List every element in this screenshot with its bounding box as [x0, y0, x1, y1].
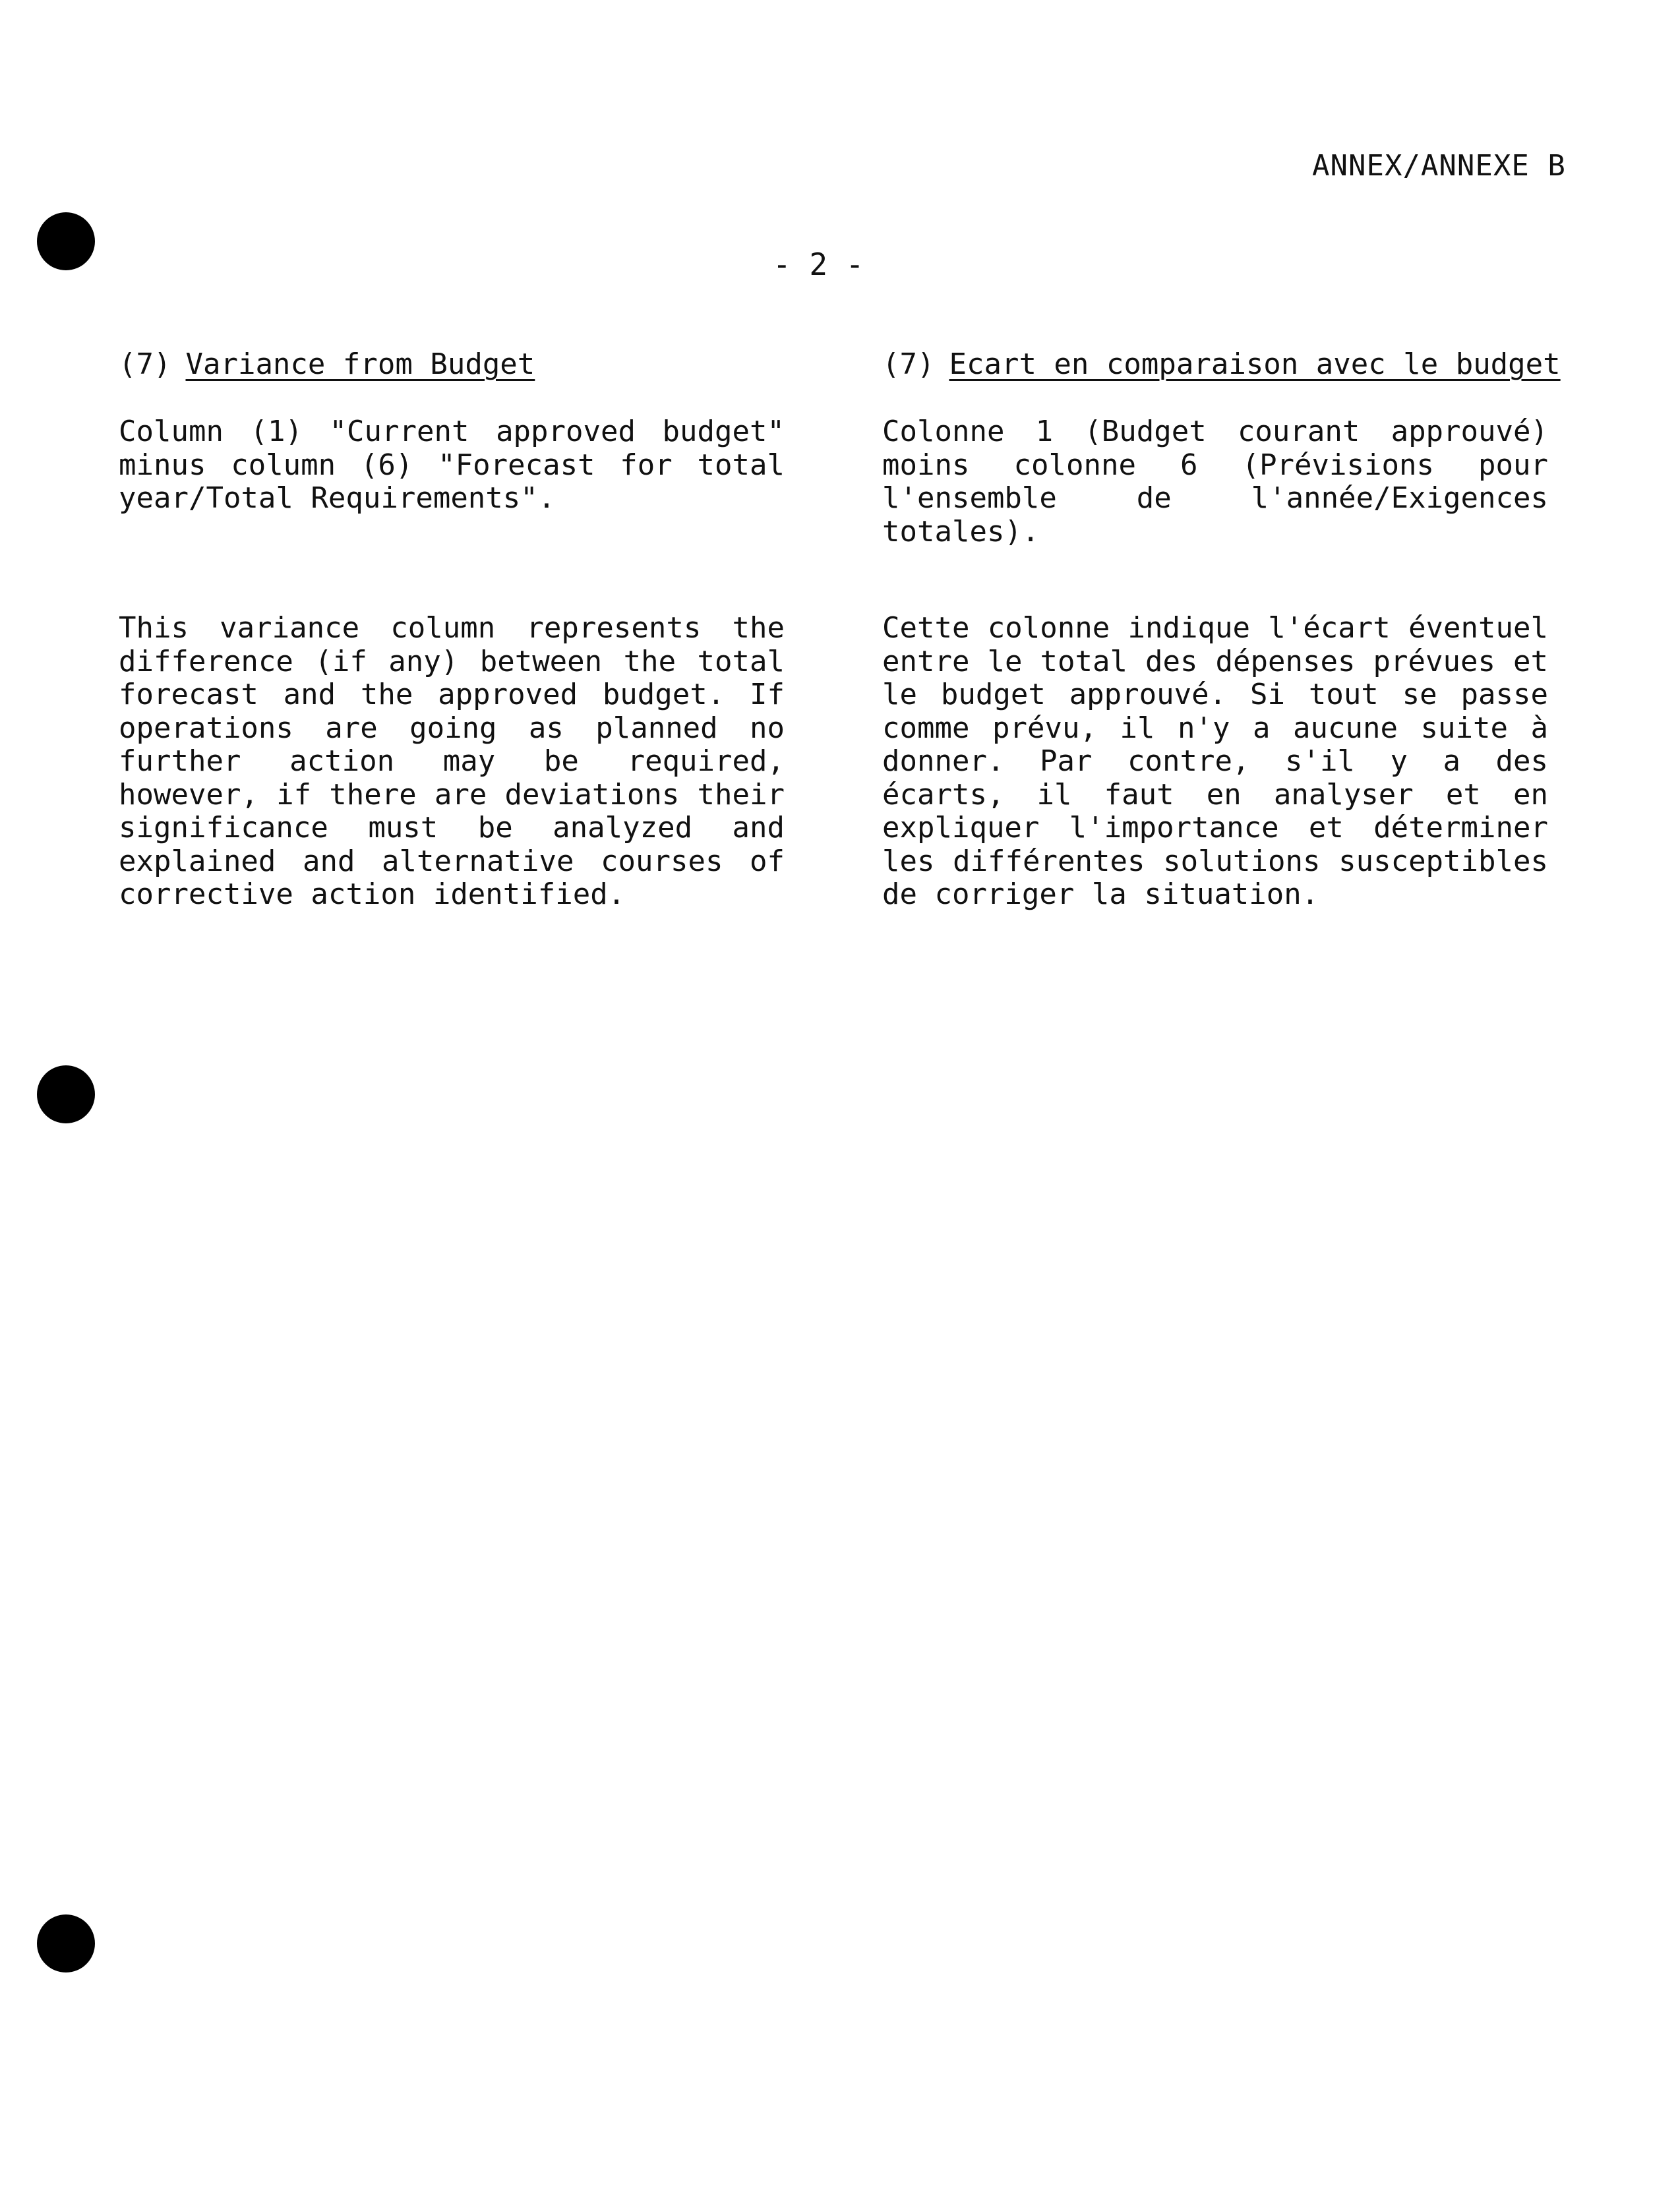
- french-paragraph-column-definition: Colonne 1 (Budget courant approuvé) moins colonne 6 (Prévisions pour l'ensemble de l'année/Exigences totales).: [882, 415, 1548, 548]
- french-heading-title: Ecart en comparaison avec le budget: [949, 347, 1561, 381]
- french-section-heading: [882, 347, 1561, 381]
- english-paragraph-variance-explanation: This variance column represents the difference (if any) between the total forecast and the approved budget. If operations are going as planned no further action may be required, however, if there are deviations their significance must be analyzed and explained and alternative courses of corrective action identified.: [119, 611, 785, 911]
- english-column: [119, 348, 785, 912]
- punch-hole-middle: [37, 1065, 95, 1123]
- punch-hole-top: [37, 212, 95, 270]
- french-paragraph-variance-explanation: Cette colonne indique l'écart éventuel entre le total des dépenses prévues et le budget approuvé. Si tout se passe comme prévu, il n'y a aucune suite à donner. Par contre, s'il y a des écarts, il faut en analyser et en expliquer l'importance et déterminer les différentes solutions susceptibles de corriger la situation.: [882, 611, 1548, 911]
- english-section-heading: [119, 348, 785, 381]
- english-heading-title: Variance from Budget: [185, 347, 535, 381]
- page-number: - 2 -: [773, 247, 864, 282]
- french-column: [882, 347, 1561, 912]
- punch-hole-bottom: [37, 1914, 95, 1972]
- english-paragraph-column-definition: Column (1) "Current approved budget" minus column (6) "Forecast for total year/Total Requirements".: [119, 415, 785, 515]
- french-heading-number: (7): [882, 347, 935, 381]
- english-heading-number: (7): [119, 347, 171, 381]
- annex-label: ANNEX/ANNEXE B: [1312, 149, 1566, 183]
